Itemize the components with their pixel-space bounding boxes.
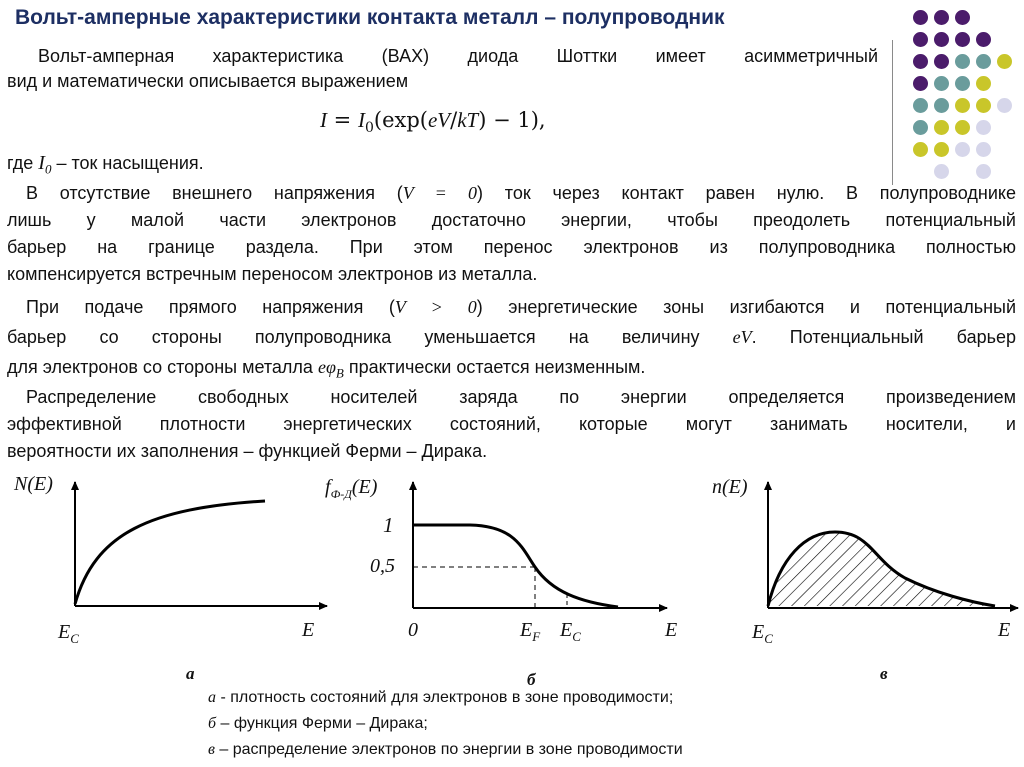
dot [955, 32, 970, 47]
decorative-dot-grid [905, 8, 1020, 168]
dot [997, 98, 1012, 113]
dot [913, 120, 928, 135]
dot [934, 54, 949, 69]
dot [976, 76, 991, 91]
dot [934, 142, 949, 157]
para1-line-4: компенсируется встречным переносом электронов из металла. [7, 264, 538, 284]
panel-label-b: б [527, 670, 536, 689]
graph-c [768, 482, 1018, 608]
graph-c-y-label: n(E) [712, 476, 748, 498]
graph-a-y-label: N(E) [14, 473, 53, 495]
caption-b: б – функция Ферми – Дирака; [208, 715, 428, 732]
dot [913, 10, 928, 25]
slide-title: Вольт-амперные характеристики контакта металл – полупроводник [15, 6, 725, 29]
para1-line-1: В отсутствие внешнего напряжения (V = 0) ток через контакт равен нулю. В полупроводнике [26, 183, 1016, 203]
dot [934, 10, 949, 25]
graphs-canvas [0, 468, 1024, 698]
dot [934, 120, 949, 135]
graph-b-y-label: $f_{Ф-Д}(E)$ [325, 476, 378, 501]
dot [976, 98, 991, 113]
dot [976, 142, 991, 157]
saturation-current-note: где $I_0$ – ток насыщения. [7, 152, 204, 177]
dot [976, 164, 991, 179]
panel-label-c: в [880, 664, 888, 683]
intro-line-1: Вольт-амперная характеристика (ВАХ) диода Шоттки имеет асимметричный [38, 46, 878, 66]
graph-b-fermi-curve [413, 525, 618, 607]
para3-line-2: эффективной плотности энергетических состояний, которые могут занимать носители, и [7, 414, 1016, 434]
graph-a-x-label: E [302, 619, 315, 641]
graph-b [413, 482, 667, 608]
para2-line-1: При подаче прямого напряжения (V > 0) энергетические зоны изгибаются и потенциальный [26, 297, 1017, 317]
divider-line [892, 40, 893, 185]
dot [913, 142, 928, 157]
dot [976, 32, 991, 47]
shottky-formula: $I = I_0(\exp(eV/kT) - 1)$, [320, 108, 546, 137]
dot [955, 54, 970, 69]
dot [934, 32, 949, 47]
dot [934, 76, 949, 91]
caption-a: а - плотность состояний для электронов в зоне проводимости; [208, 689, 674, 706]
para1-line-3: барьер на границе раздела. При этом перенос электронов из полупроводника полностью [7, 237, 1016, 257]
graph-c-x0-label: $E_C$ [752, 621, 773, 646]
intro-line-2: вид и математически описывается выражением [7, 71, 409, 91]
caption-c: в – распределение электронов по энергии в зоне проводимости [208, 741, 683, 758]
graph-b-ef-label: $E_F$ [520, 619, 541, 644]
dot [913, 54, 928, 69]
dot [955, 142, 970, 157]
dot [913, 32, 928, 47]
graph-b-tick-1: 1 [383, 513, 394, 537]
dot [913, 76, 928, 91]
dot [997, 54, 1012, 69]
dot [955, 10, 970, 25]
dot [934, 164, 949, 179]
dot [955, 98, 970, 113]
para3-line-3: вероятности их заполнения – функцией Ферми – Дирака. [7, 441, 488, 461]
dot [913, 98, 928, 113]
graph-a [75, 482, 327, 606]
dot [934, 98, 949, 113]
graph-c-x-label: E [998, 619, 1011, 641]
para3-line-1: Распределение свободных носителей заряда по энергии определяется произведением [26, 387, 1016, 407]
graph-b-tick-05: 0,5 [370, 555, 395, 577]
graph-a-x0-label: $E_C$ [58, 621, 79, 646]
graph-a-density-curve [75, 501, 265, 604]
dot [976, 54, 991, 69]
dot [976, 120, 991, 135]
dot [955, 76, 970, 91]
para1-line-2: лишь у малой части электронов достаточно энергии, чтобы преодолеть потенциальный [7, 210, 1016, 230]
dot [955, 120, 970, 135]
para2-line-2: барьер со стороны полупроводника уменьшается на величину eV. Потенциальный барьер [7, 327, 1016, 347]
graph-b-origin-label: 0 [408, 619, 418, 641]
graph-b-ec-label: $E_C$ [560, 619, 581, 644]
graph-b-x-label: E [665, 619, 678, 641]
para2-line-3: для электронов со стороны металла $e\varphi_B$ практически остается неизменным. [7, 357, 646, 381]
panel-label-a: а [186, 664, 195, 683]
